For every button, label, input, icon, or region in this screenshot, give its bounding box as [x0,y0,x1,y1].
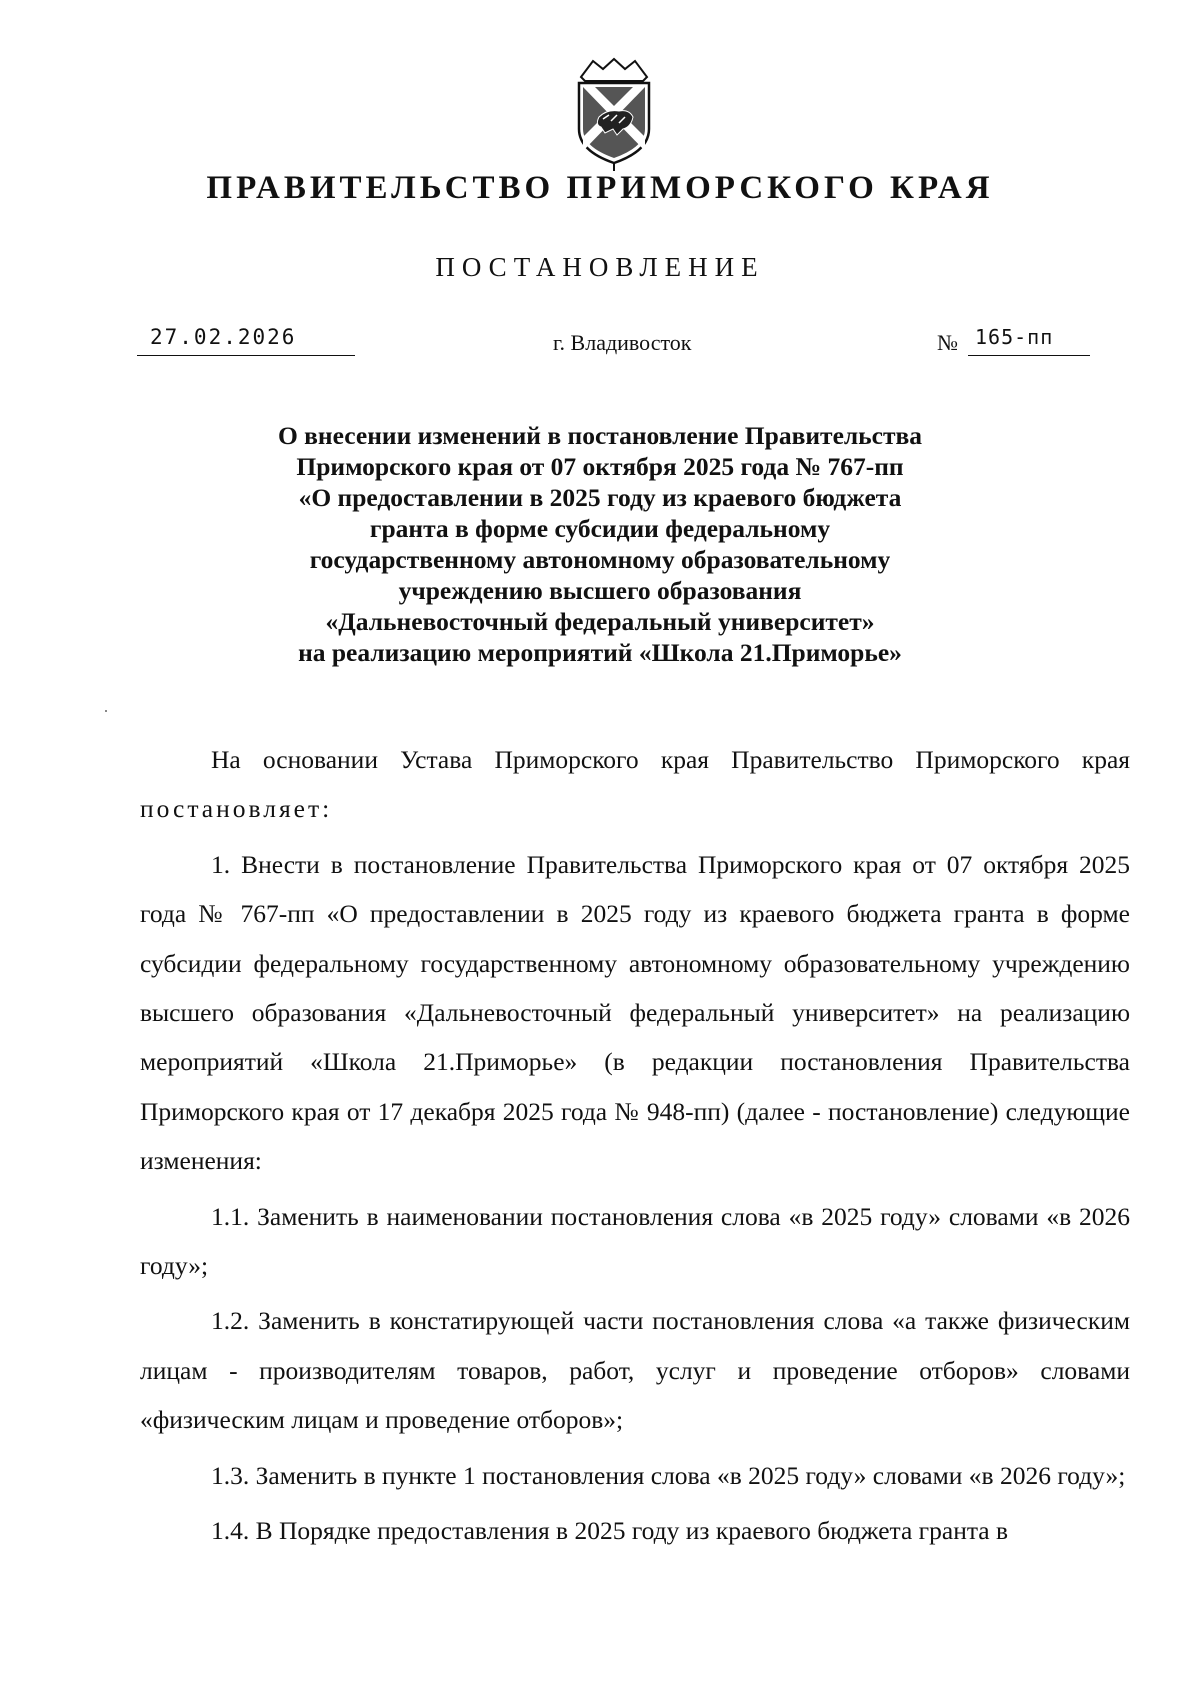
scan-speck [105,710,107,712]
subject-line: учреждению высшего образования [398,576,802,605]
document-kind: ПОСТАНОВЛЕНИЕ [435,252,765,282]
subject-line: «О предоставлении в 2025 году из краевого бюджета [298,483,902,512]
paragraph-1-2: 1.2. Заменить в констатирующей части постановления слова «а также физическим лицам - производителям товаров, работ, услуг и проведение отборов» словами «физическим лицам и проведение отборов»; [140,1306,1130,1435]
subject-line: Приморского края от 07 октября 2025 года № 767-пп [296,452,904,481]
document-city: г. Владивосток [553,330,692,355]
paragraph-1: 1. Внести в постановление Правительства Приморского края от 07 октября 2025 года № 767-пп «О предоставлении в 2025 году из краевого бюджета гранта в форме субсидии федеральному государственному автономному образовательному учреждению высшего образования «Дальневосточный федеральный университет» на реализацию мероприятий «Школа 21.Приморье» (в редакции постановления Правительства Приморского края от 17 декабря 2025 года № 948-пп) (далее - постановление) следующие изменения: [140,849,1130,1176]
subject-line: государственному автономному образовательному [309,545,891,574]
government-title: ПРАВИТЕЛЬСТВО ПРИМОРСКОГО КРАЯ [206,170,994,206]
number-prefix: № [937,330,958,355]
coat-of-arms-icon [573,55,655,173]
document-body [140,735,1130,1556]
subject-line: «Дальневосточный федеральный университет» [325,607,875,636]
document-date: 27.02.2026 [150,325,297,349]
subject-line: гранта в форме субсидии федеральному [369,514,831,543]
paragraph-1-3: 1.3. Заменить в пункте 1 постановления слова «в 2025 году» словами «в 2026 году»; [211,1460,1126,1490]
preamble-text: На основании Устава Приморского края Правительство Приморского края [211,745,1130,774]
preamble-paragraph [140,735,1130,834]
subject-line: О внесении изменений в постановление Правительства [277,421,923,450]
subject-line: на реализацию мероприятий «Школа 21.Приморье» [298,638,902,667]
number-field [968,325,1090,356]
date-field [137,325,355,356]
document-subject [150,420,1050,668]
document-number: 165-пп [975,325,1054,349]
paragraph-1-1: 1.1. Заменить в наименовании постановления слова «в 2025 году» словами «в 2026 году»; [140,1201,1130,1281]
paragraph-1-4: 1.4. В Порядке предоставления в 2025 году из краевого бюджета гранта в [211,1516,1009,1546]
preamble-action: постановляет: [140,794,333,824]
